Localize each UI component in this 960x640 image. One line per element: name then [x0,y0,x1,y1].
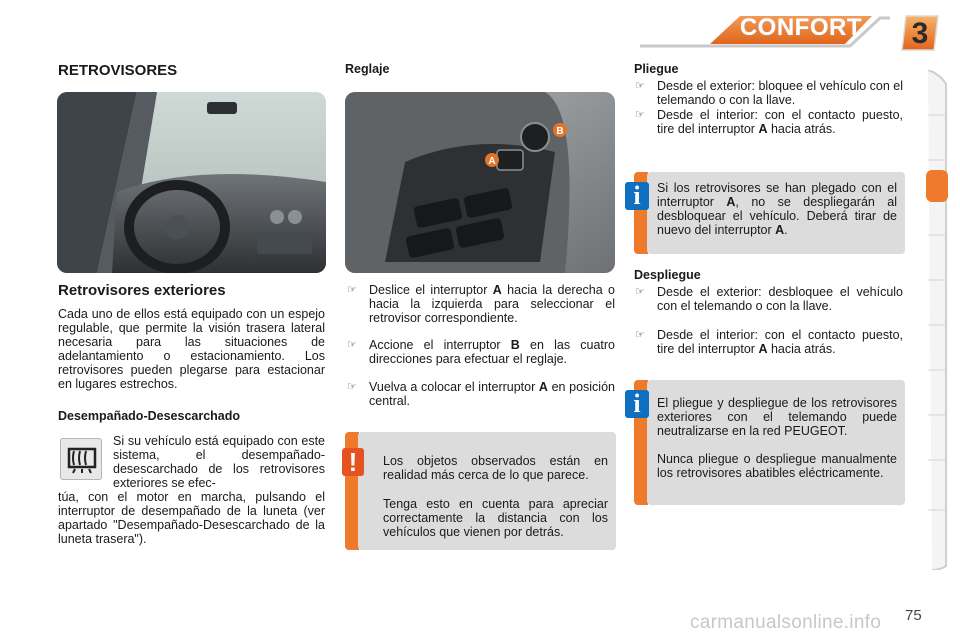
unfold-step-1: ☞ Desde el exterior: desbloquee el vehículo con el telemando o con la llave. [635,285,903,313]
exterior-mirrors-text: Cada uno de ellos está equipado con un espejo regulable, que permite la visión trasera lateral necesaria para las situaciones de adelantamiento o estacionamiento. Los retrovisores pueden plegarse para estacionar en lugares estrechos. [58,307,325,391]
pointer-hand-icon: ☞ [347,381,357,393]
switch-label-a: A [488,156,496,167]
info-text-remote-1: El pliegue y despliegue de los retrovisores exteriores con el telemando puede neutralizarse en la red PEUGEOT. [657,396,897,438]
adjust-step-1: ☞ Deslice el interruptor A hacia la derecha o hacia la izquierda para seleccionar el retrovisor correspondiente. [347,283,615,325]
switch-label-b: B [556,126,564,137]
chapter-title: CONFORT [739,14,862,41]
chapter-tab-strip [926,70,948,570]
pointer-hand-icon: ☞ [635,109,645,121]
defrost-heading: Desempañado-Desescarchado [58,409,241,423]
adjust-step-3: ☞ Vuelva a colocar el interruptor A en posición central. [347,380,615,408]
warning-text-1: Los objetos observados están en realidad más cerca de lo que parece. [383,454,608,482]
info-box-remote-fold [647,380,905,505]
mirror-switch-photo [345,92,615,273]
fold-step-1: ☞ Desde el exterior: bloquee el vehículo con el telemando o con la llave. [635,79,903,107]
pointer-hand-icon: ☞ [635,329,645,341]
chapter-number: 3 [911,17,929,50]
warning-box [358,432,616,550]
unfold-step-2: ☞ Desde el interior: con el contacto puesto, tire del interruptor A hacia atrás. [635,328,903,356]
unfold-heading: Despliegue [634,268,701,282]
info-icon: i [625,182,649,210]
fold-heading: Pliegue [634,62,679,76]
chapter-number-badge [900,14,940,52]
page-number: 75 [905,607,922,624]
info-text-folded: Si los retrovisores se han plegado con el interruptor A, no se despliegarán al desbloquear el vehículo. Deberá tirar de nuevo del interruptor A. [657,181,897,237]
adjustment-heading: Reglaje [345,62,390,76]
pointer-hand-icon: ☞ [347,339,357,351]
pointer-hand-icon: ☞ [635,80,645,92]
info-text-remote-2: Nunca pliegue o despliegue manualmente los retrovisores abatibles eléctricamente. [657,452,897,480]
info-icon: i [625,390,649,418]
pointer-hand-icon: ☞ [347,284,357,296]
info-box-folded-mirrors [647,172,905,254]
defrost-text-part1: Si su vehículo está equipado con este sistema, el desempañado-desescarchado de los retrovisores exteriores se efec- [113,434,325,490]
warning-icon: ! [342,448,364,476]
pointer-hand-icon: ☞ [635,286,645,298]
section-heading-retrovisores: RETROVISORES [58,62,178,79]
exterior-mirrors-heading: Retrovisores exteriores [58,282,226,299]
defrost-text-part2: túa, con el motor en marcha, pulsando el interruptor de desempañado de la luneta (ver apartado "Desempañado-Desescarchado de la luneta trasera"). [58,490,325,546]
rear-defrost-icon [60,438,102,480]
watermark: carmanualsonline.info [690,612,882,633]
interior-mirror-photo [57,92,326,273]
adjust-step-2: ☞ Accione el interruptor B en las cuatro direcciones para efectuar el reglaje. [347,338,616,366]
warning-text-2: Tenga esto en cuenta para apreciar correctamente la distancia con los vehículos que vienen por detrás. [383,497,608,539]
fold-step-2: ☞ Desde el interior: con el contacto puesto, tire del interruptor A hacia atrás. [635,108,903,136]
